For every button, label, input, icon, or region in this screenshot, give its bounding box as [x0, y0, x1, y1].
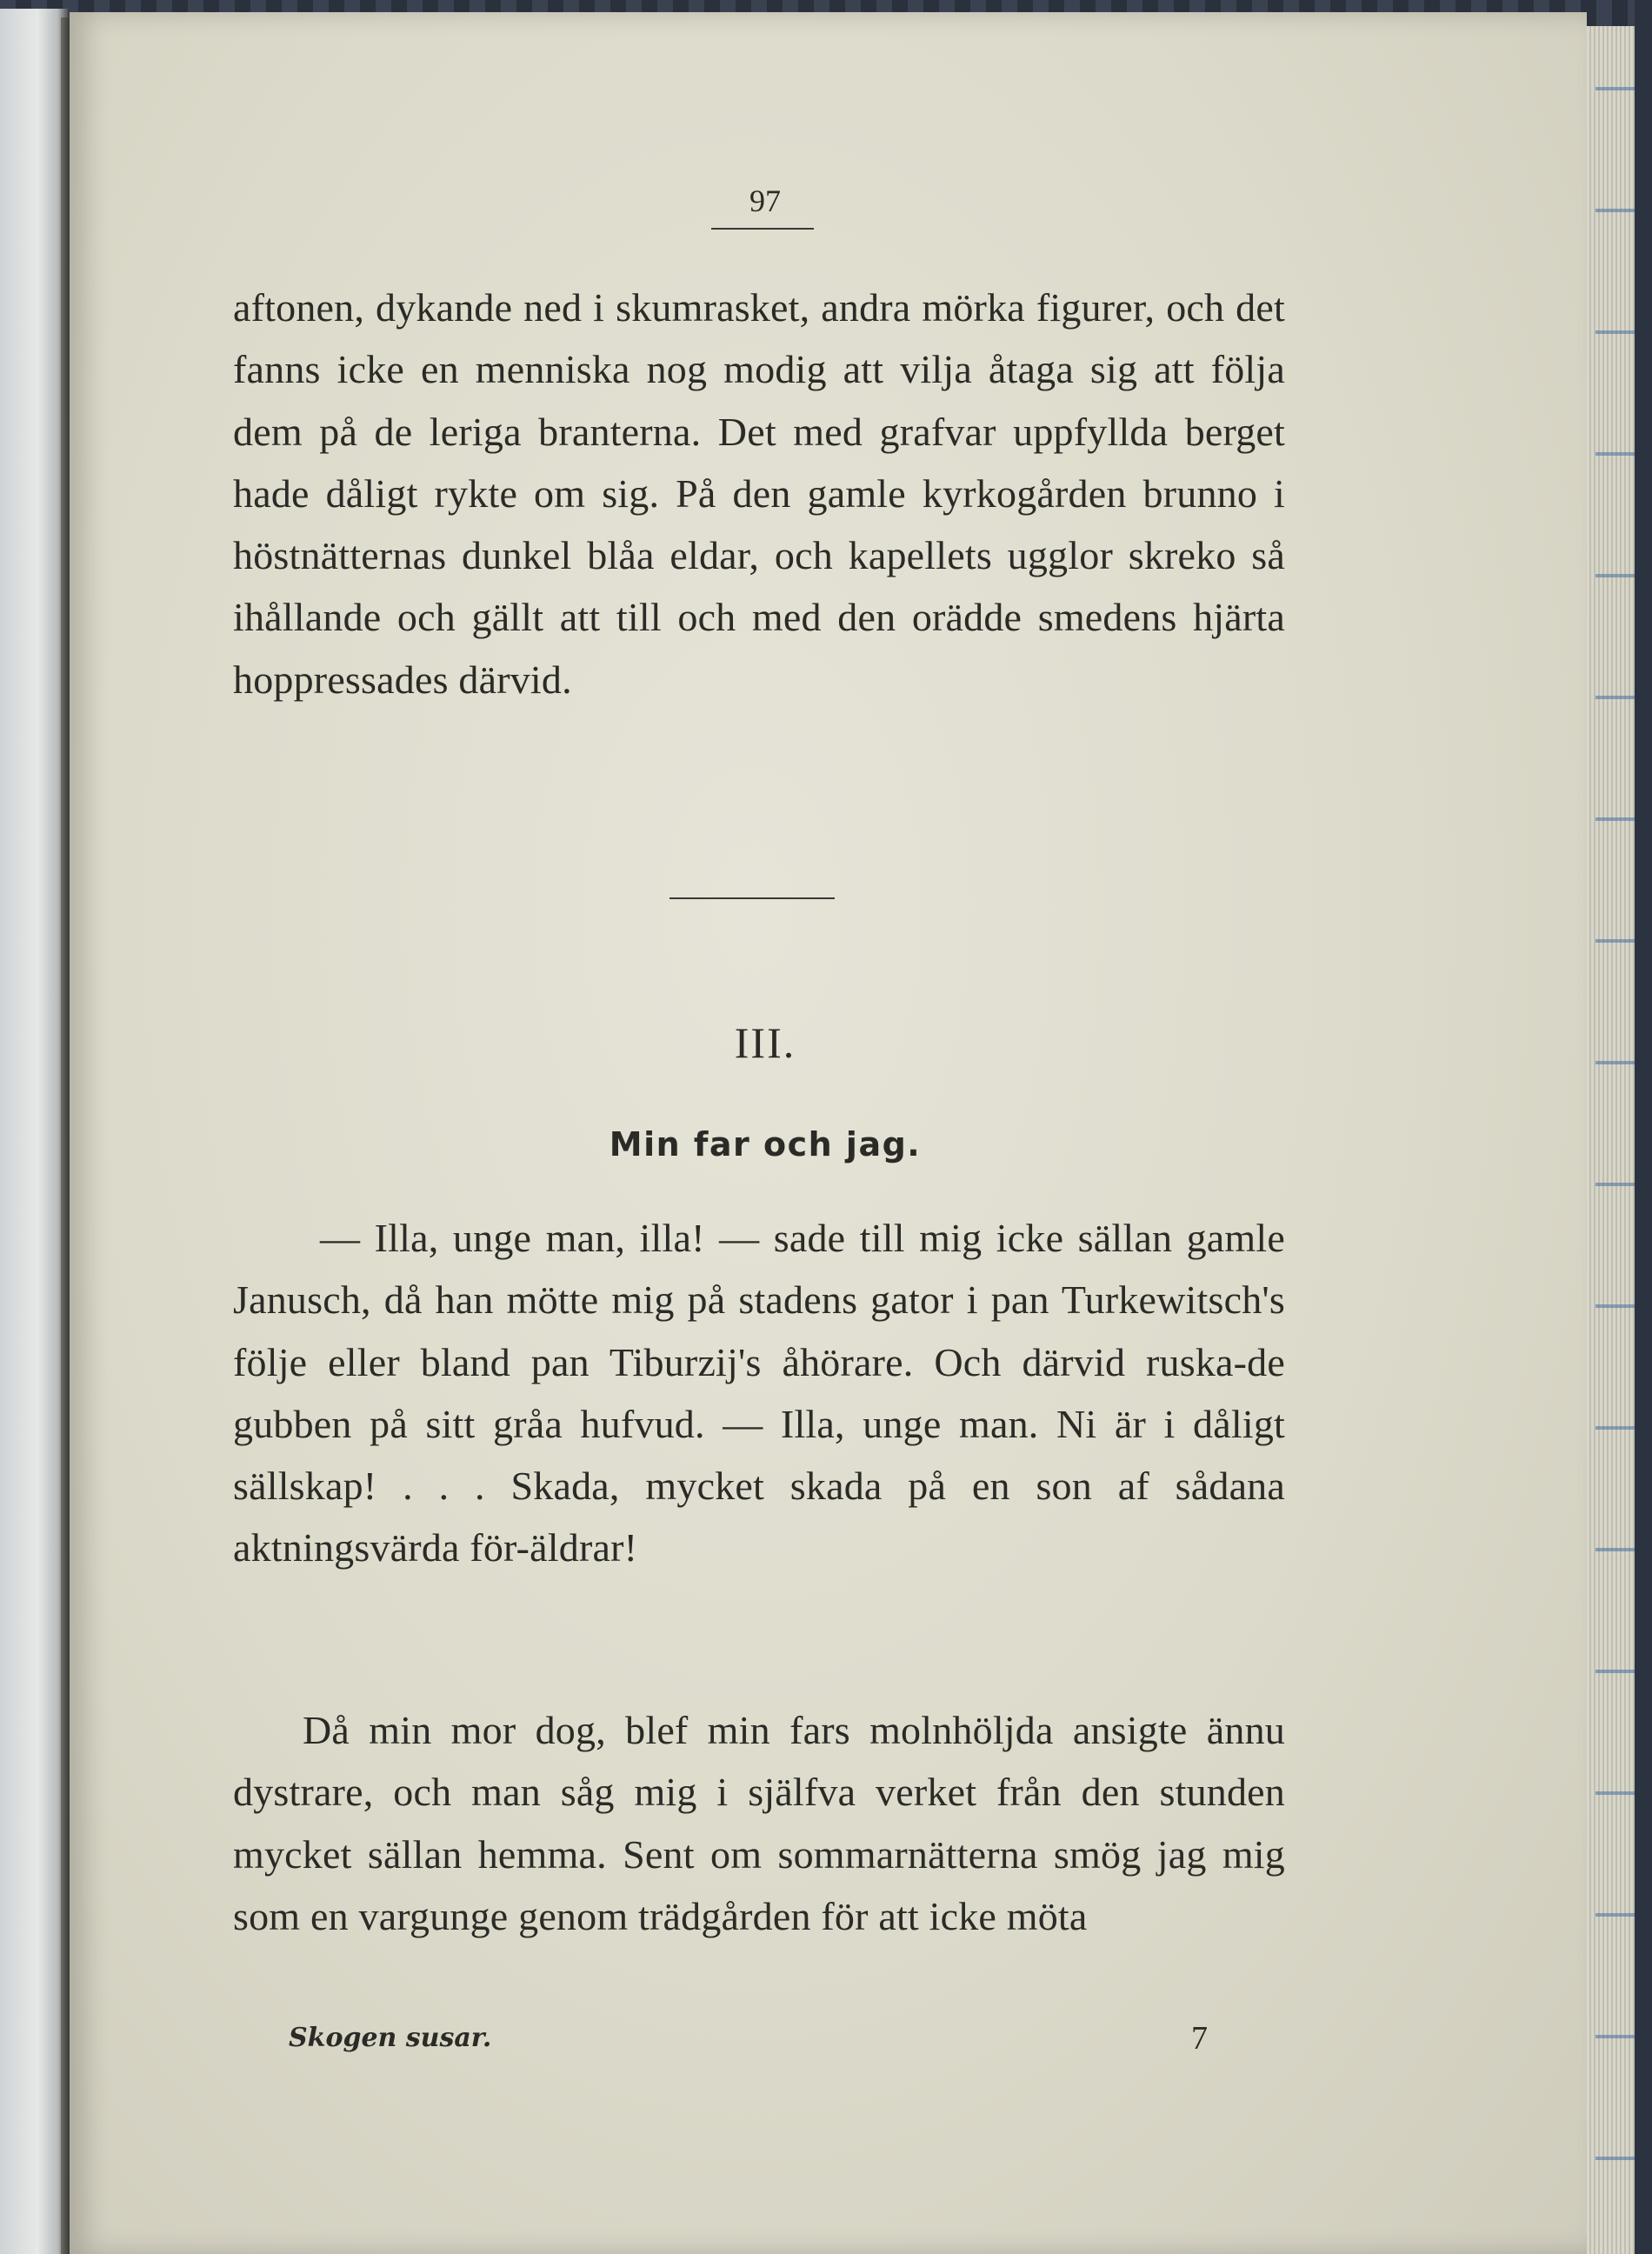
left-page-edge	[0, 9, 68, 2254]
paragraph-2-text: — Illa, unge man, illa! — sade till mig icke sällan gamle Janusch, då han mötte mig på stadens gator i pan Turkewitsch's följe eller bland pan Tiburzij's åhörare. Och därvid ruska-de gubben på sitt gråa hufvud. — Illa, unge man. Ni är i dåligt sällskap! . . . Skada, mycket skada på en son af sådana aktningsvärda för-äldrar!	[233, 1216, 1285, 1570]
right-binding	[1635, 0, 1652, 2254]
paragraph-1	[233, 277, 1285, 710]
footer-book-title: Skogen susar.	[289, 2023, 492, 2053]
paragraph-3-text: Då min mor dog, blef min fars molnhöljda ansigte ännu dystrare, och man såg mig i själfva verket från den stunden mycket sällan hemma. Sent om sommarnätterna smög jag mig som en vargunge genom trädgården för att icke möta	[233, 1708, 1285, 1938]
page-number: 97	[749, 183, 781, 218]
section-divider	[669, 897, 835, 899]
paragraph-2	[233, 1207, 1285, 1579]
footer-signature-mark: 7	[1191, 2020, 1208, 2057]
chapter-number: III.	[734, 1018, 796, 1067]
page-number-rule	[711, 228, 814, 230]
paragraph-3	[233, 1699, 1285, 1947]
chapter-title: Min far och jag.	[609, 1125, 922, 1164]
paragraph-1-text: aftonen, dykande ned i skumrasket, andra mörka figurer, och det fanns icke en menniska nog modig att vilja åtaga sig att följa dem på de leriga branterna. Det med grafvar uppfyllda berget hade dåligt rykte om sig. På den gamle kyrkogården brunno i höstnätternas dunkel blåa eldar, och kapellets ugglor skreko så ihållande och gällt att till och med den orädde smedens hjärta hoppressades därvid.	[233, 285, 1285, 702]
